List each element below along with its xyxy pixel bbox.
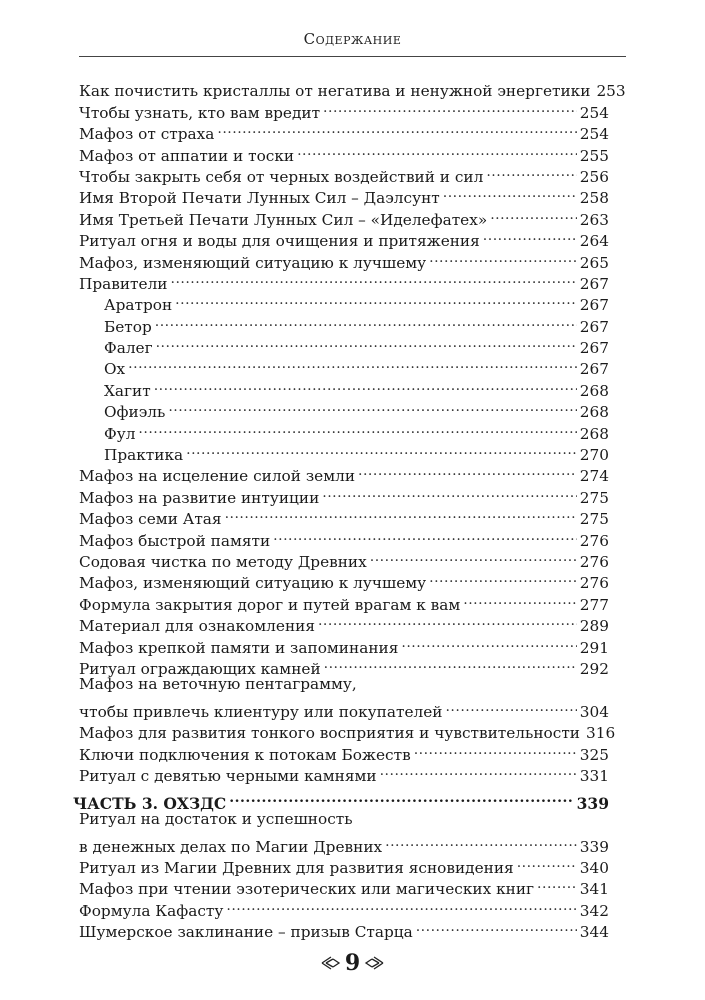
leader-dots [154,374,577,395]
part-heading[interactable] [73,785,609,813]
toc-entry-title: Мафоз от аппатии и тоски [79,146,295,165]
toc-entry-title: Имя Второй Печати Лунных Сил – Даэлсунт [79,189,440,208]
toc-entry-title: Правители [79,274,168,293]
toc-entry-page: 341 [579,880,609,899]
toc-entry-page: 256 [579,167,609,186]
toc-subentry[interactable] [79,353,609,379]
toc-entry-title-line1: Мафоз на веточную пентаграмму, [79,674,357,693]
toc-entry[interactable] [79,75,626,101]
leader-dots [401,631,576,652]
toc-entry-page: 340 [579,859,609,878]
toc-entry-title: Мафоз крепкой памяти и запоминания [79,638,399,657]
leader-dots [323,96,577,117]
toc-entry-title: Ритуал из Магии Древних для развития ясновидения [79,859,514,878]
toc-entry-title: Ритуал огня и воды для очищения и притяжения [79,232,480,251]
leader-dots [445,695,576,716]
toc-entry-title: Как почистить кристаллы от негатива и ненужной энергетики [79,82,591,101]
toc-subentry[interactable] [79,332,609,358]
toc-entry-title: Имя Третьей Печати Лунных Сил – «Иделефатех» [79,210,488,229]
toc-entry-first-line[interactable] [79,674,609,695]
page-folio [0,952,705,974]
leader-dots [225,503,577,524]
toc-entry-page: 304 [579,702,609,721]
toc-entry-page: 275 [579,488,609,507]
toc-entry-page: 276 [579,552,609,571]
toc-entry-page: 267 [579,360,609,379]
toc-entry-title: Материал для ознакомления [79,617,315,636]
toc-entry-title: Фалег [104,339,153,358]
toc-subentry[interactable] [79,396,609,422]
toc-entry-title: Фул [104,424,136,443]
toc-entry-title: Чтобы узнать, кто вам вредит [79,103,321,122]
toc-entry-title: Шумерское заклинание – призыв Старца [79,923,413,942]
running-head: Содержание [303,30,402,48]
toc-entry-page: 275 [579,510,609,529]
toc-entry-title: Мафоз семи Атая [79,510,222,529]
toc-subentry[interactable] [79,374,609,400]
toc-entry[interactable] [79,830,609,856]
leader-dots [138,417,576,438]
ornament-right-icon [364,956,384,970]
leader-dots [443,182,577,203]
toc-entry-page: 291 [579,638,609,657]
toc-entry-title: Хагит [104,381,151,400]
toc-entry-page: 267 [579,339,609,358]
toc-entry-title: Аратрон [104,296,173,315]
toc-entry-title: Мафоз быстрой памяти [79,531,271,550]
toc-entry-title: Ритуал ограждающих камней [79,659,321,678]
leader-dots [168,396,576,417]
leader-dots [324,653,577,674]
toc-entry-page: 292 [579,659,609,678]
leader-dots [155,310,577,331]
toc-entry-title: Мафоз на развитие интуиции [79,488,320,507]
toc-entry-title: Чтобы закрыть себя от черных воздействий и сил [79,167,484,186]
toc-entry-title: Формула Кафасту [79,901,224,920]
toc-entry-title: Практика [104,446,184,465]
toc-entry[interactable] [79,695,609,721]
toc-entry-page: 331 [579,766,609,785]
toc-entry-page: 265 [579,253,609,272]
toc-entry-title: Содовая чистка по методу Древних [79,552,367,571]
toc-entry-page: 344 [579,923,609,942]
leader-dots [175,289,577,310]
toc-entry-page: 267 [579,296,609,315]
toc-entry-page: 267 [579,274,609,293]
leader-dots [416,916,577,937]
leader-dots [490,203,577,224]
leader-dots [537,873,577,894]
toc-entry-title: Мафоз при чтении эзотерических или магических книг [79,880,535,899]
toc-entry-page: 274 [579,467,609,486]
toc-entry-page: 277 [579,595,609,614]
toc-subentry[interactable] [79,417,609,443]
leader-dots [128,353,577,374]
toc-entry-page: 264 [579,232,609,251]
toc-entry-page: 254 [579,125,609,144]
toc-entry-page: 268 [579,381,609,400]
toc-entry-page: 270 [579,446,609,465]
leader-dots [429,567,577,588]
leader-dots [226,894,576,915]
leader-dots [318,610,577,631]
toc-entry-page: 268 [579,403,609,422]
leader-dots [297,139,577,160]
toc-entry-page: 258 [579,189,609,208]
toc-entry-first-line[interactable] [79,809,609,830]
toc-entry-title: Ключи подключения к потокам Божеств [79,745,411,764]
toc-entry-page: 268 [579,424,609,443]
toc-entry-page: 276 [579,574,609,593]
leader-dots [414,738,577,759]
part-page: 339 [576,793,609,813]
toc-entry-page: 276 [579,531,609,550]
toc-subentry[interactable] [79,310,609,336]
leader-dots [171,268,577,289]
toc-entry-page: 325 [579,745,609,764]
toc-entry-title: Бетор [104,317,152,336]
leader-dots [380,760,577,781]
toc-entry-page: 342 [579,901,609,920]
toc-entry-title: Мафоз на исцеление силой земли [79,467,356,486]
toc-entry-page: 267 [579,317,609,336]
toc-entry-page: 316 [585,724,616,743]
leader-dots [217,118,576,139]
toc-entry-title: Ритуал с девятью черными камнями [79,766,377,785]
leader-dots [385,830,577,851]
toc-entry-page: 254 [579,103,609,122]
toc-entry-title: Мафоз от страха [79,125,215,144]
leader-dots [229,785,573,809]
page-number: 9 [344,950,361,976]
toc-entry-page: 339 [579,837,609,856]
leader-dots [429,246,577,267]
leader-dots [517,852,577,873]
leader-dots [156,332,577,353]
table-of-contents [73,75,626,942]
leader-dots [358,460,577,481]
toc-entry-page: 255 [579,146,609,165]
toc-entry-title: Офиэль [104,403,166,422]
part-title: ЧАСТЬ 3. ОХЗДС [73,793,227,813]
toc-entry-page: 289 [579,617,609,636]
toc-entry-title: Мафоз, изменяющий ситуацию к лучшему [79,253,427,272]
leader-dots [463,588,577,609]
toc-entry-title: чтобы привлечь клиентуру или покупателей [79,702,443,721]
toc-entry-title: Формула закрытия дорог и путей врагам к вам [79,595,461,614]
leader-dots [273,524,577,545]
leader-dots [370,546,577,567]
leader-dots [486,161,576,182]
ornament-left-icon [321,956,341,970]
header-rule [79,56,626,57]
toc-subentry[interactable] [79,439,609,465]
leader-dots [483,225,577,246]
toc-entry-title: Мафоз, изменяющий ситуацию к лучшему [79,574,427,593]
toc-entry-title: Мафоз для развития тонкого восприятия и чувствительности [79,724,580,743]
leader-dots [186,439,577,460]
toc-entry-title-line1: Ритуал на достаток и успешность [79,809,353,828]
toc-entry-title: Ох [104,360,126,379]
toc-entry-page: 253 [596,82,626,101]
toc-entry-page: 263 [579,210,609,229]
toc-entry-title: в денежных делах по Магии Древних [79,837,383,856]
leader-dots [322,481,577,502]
